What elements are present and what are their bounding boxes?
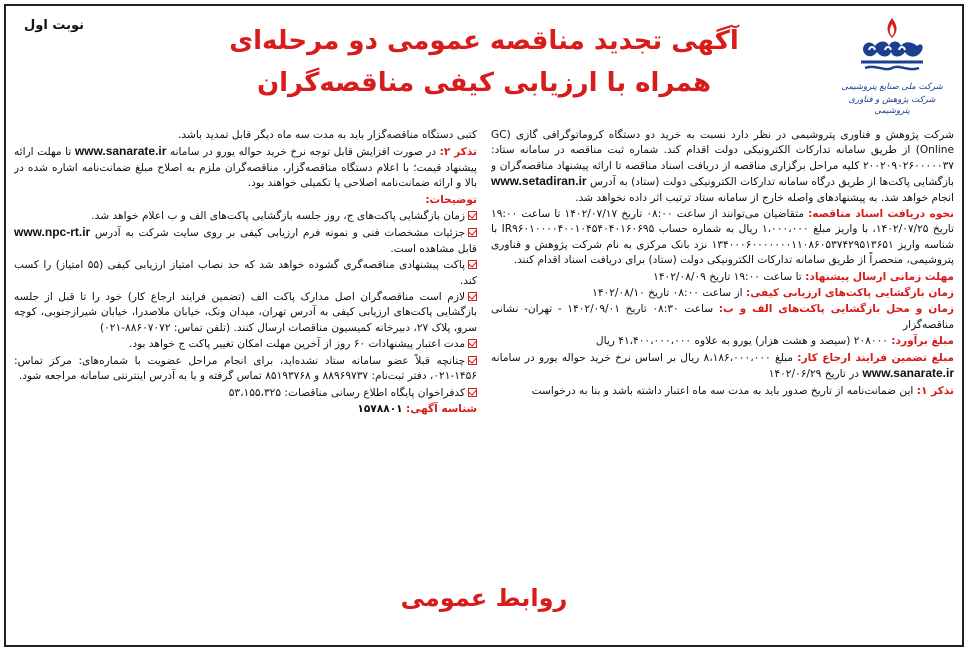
ad-id-paragraph [14, 402, 477, 417]
opening-label: زمان و محل بازگشایی پاکت‌های الف و ب: [718, 303, 954, 316]
docs-text: متقاضیان می‌توانند از ساعت ۰۸:۰۰ تاریخ ۱۴۰۲/۰۷/۱۷ تا ساعت ۱۹:۰۰ تاریخ ۱۴۰۲/۰۷/۲۵، با واریز مبلغ ۱،۰۰۰،۰۰۰ ریال به شماره حساب IR۹۶۰۱۰۰۰۰۴۰۰۱۰۴۵۴۰۴۰۱۶۰۶۹۵ با شناسه واریز ۱۳۴۰۰۰۶۰۰۰۰۰۰۰۱۱۰۸۶۰۵۳۷۴۲۹۵۱۳۶۵۱ نزد بانک مرکزی به نام شرکت پژوهش و فناوری پتروشیمی، منحصراً از طریق سامانه تدارکات الکترونیکی دولت (ستاد) برای دریافت اسناد اقدام کنند. [491, 208, 954, 267]
left-column [14, 128, 477, 566]
checkbox-bullet-icon [468, 356, 477, 365]
title-line-1: آگهی تجدید مناقصه عمومی دو مرحله‌ای [229, 26, 739, 56]
list-item [14, 209, 477, 224]
opening-text: ساعت ۰۸:۳۰ تاریخ ۱۴۰۲/۰۹/۰۱ - تهران- نشانی مناقصه‌گزار [491, 303, 954, 331]
sanarate-site-link[interactable]: www.sanarate.ir [862, 366, 954, 381]
docs-label: نحوه دریافت اسناد مناقصه: [808, 208, 954, 221]
budget-text: ۲۰۸۰۰۰ (سیصد و هشت هزار) یورو به علاوه ۴۱،۴۰۰،۰۰۰،۰۰۰ ریال [595, 335, 888, 348]
quality-opening-paragraph [491, 286, 954, 301]
ad-id-value: ۱۵۷۸۸۰۱ [357, 402, 403, 415]
note2-paragraph [14, 144, 477, 191]
checkbox-bullet-icon [468, 228, 477, 237]
setad-site-link[interactable]: www.setadiran.ir [491, 174, 587, 189]
deadline-label: مهلت زمانی ارسال پیشنهاد: [805, 270, 954, 283]
note2-end-text: تا مهلت ارائه پیشنهاد قیمت؛ با اعلام دستگاه مناقصه‌گزار، مناقصه‌گران ملزم به اصلاح مبلغ ضمانت‌نامه اشاره شده در بالا و ارائه ضمانت‌نامه اصلاحی یا تکمیلی خواهند بود. [14, 146, 477, 190]
note2-label: تذکر ۲: [439, 146, 477, 159]
list-item [14, 354, 477, 385]
note1-continuation: کتبی دستگاه مناقصه‌گزار باید به مدت سه ماه دیگر قابل تمدید باشد. [178, 129, 477, 141]
item-5-text: مدت اعتبار پیشنهادات ۶۰ روز از آخرین مهلت امکان تغییر پاکت ج خواهد بود. [129, 338, 465, 351]
note1-label: تذکر ۱: [916, 384, 954, 397]
logo [836, 16, 948, 122]
list-item [14, 386, 477, 401]
logo-caption-company: شرکت ملی صنایع پتروشیمی [841, 82, 943, 92]
budget-label: مبلغ برآورد: [891, 335, 954, 348]
docs-paragraph [491, 207, 954, 269]
intro-text: شرکت پژوهش و فناوری پتروشیمی در نظر دارد نسبت به خرید دو دستگاه کروماتوگرافی گازی (GC Online) از طریق سامانه تدارکات الکترونیکی دولت اقدام کند. شماره ثبت مناقصه در سامانه ستاد: ۲۰۰۲۰۹۰۲۶۰۰۰۰۰۳۷ کلیه مراحل برگزاری مناقصه از دریافت اسناد مناقصه تا ارائه پیشنهاد مناقصه‌گران و بازگشایی پاکت‌ها از طریق درگاه سامانه تدارکات الکترونیکی دولت (ستاد) به آدرس [491, 129, 954, 189]
item-3-text: پاکت پیشنهادی مناقصه‌گری گشوده خواهد شد که حد نصاب امتیاز ارزیابی کیفی (۵۵ امتیاز) را کسب کند. [14, 259, 477, 287]
checkbox-bullet-icon [468, 260, 477, 269]
checkbox-bullet-icon [468, 292, 477, 301]
checkbox-bullet-icon [468, 388, 477, 397]
list-item [14, 290, 477, 336]
intro-end-text: انجام خواهد شد. به پیشنهادهای واصله خارج از سامانه ستاد ترتیب اثر داده نخواهد شد. [575, 191, 954, 204]
list-item [14, 337, 477, 352]
guarantee-label: مبلغ تضمین فرایند ارجاع کار: [797, 351, 954, 364]
budget-paragraph [491, 334, 954, 349]
guarantee-text: مبلغ ۸،۱۸۶،۰۰۰،۰۰۰ ریال بر اساس نرخ خرید حواله یورو در سامانه [491, 351, 793, 364]
note1-text: این ضمانت‌نامه از تاریخ صدور باید به مدت سه ماه اعتبار داشته باشد و بنا به درخواست [531, 384, 914, 397]
header [6, 6, 962, 128]
item-6-text: چنانچه قبلاً عضو سامانه ستاد نشده‌اید، برای انجام مراحل عضویت با شماره‌های: مرکز تماس: ۱۴۵۶-۰۲۱، دفتر ثبت‌نام: ۸۸۹۶۹۷۳۷ و ۸۵۱۹۳۷۶۸ تماس گرفته و یا به آدرس اینترنتی سامانه مراجعه شود. [14, 354, 477, 383]
item-4-text: لازم است مناقصه‌گران اصل مدارک پاکت الف (تضمین فرایند ارجاع کار) خود را تا قبل از جلسه بازگشایی پاکت‌های ارزیابی کیفی به آدرس تهران، میدان ونک، خیابان ملاصدرا، خیابان شیرازجنوبی، کوچه سرو، پلاک ۲۷، دبیرخانه کمیسیون مناقصات ارسال کنند. (تلفن تماس: ۸۸۶۰۷۰۷۲-۰۲۱) [14, 291, 477, 334]
note1-paragraph [491, 384, 954, 399]
deadline-text: تا ساعت ۱۹:۰۰ تاریخ ۱۴۰۲/۰۸/۰۹ [653, 270, 802, 283]
intro-paragraph [491, 128, 954, 206]
public-relations-signature: روابط عمومی [400, 584, 568, 612]
note2-site-link[interactable]: www.sanarate.ir [74, 144, 167, 159]
note2-text: در صورت افزایش قابل توجه نرخ خرید حواله یورو در سامانه [169, 146, 437, 159]
ad-id-label: شناسه آگهی: [406, 402, 477, 415]
notes-heading: توضیحات: [425, 193, 477, 206]
item-2-text: جزئیات مشخصات فنی و نمونه فرم ارزیابی کیفی بر روی سایت شرکت به آدرس [94, 227, 465, 240]
npc-site-link[interactable]: www.npc-rt.ir [14, 225, 91, 240]
list-item [14, 258, 477, 289]
checkbox-bullet-icon [468, 339, 477, 348]
right-column [491, 128, 954, 566]
body-columns [14, 128, 954, 566]
quality-opening-label: زمان بازگشایی پاکت‌های ارزیابی کیفی: [745, 287, 954, 300]
guarantee-paragraph [491, 351, 954, 383]
page-title [156, 20, 812, 104]
list-item [14, 225, 477, 257]
logo-caption-subsidiary: شرکت پژوهش و فناوری پتروشیمی [848, 95, 936, 116]
quality-opening-text: از ساعت ۰۸:۰۰ تاریخ ۱۴۰۲/۰۸/۱۰ [592, 287, 743, 300]
npc-flame-logo-icon [855, 16, 929, 80]
item-1-text: زمان بازگشایی پاکت‌های ج، روز جلسه بازگشایی پاکت‌های الف و ب اعلام خواهد شد. [91, 210, 465, 223]
round-label: نوبت اول [24, 18, 85, 33]
item-7-text: کدفراخوان پایگاه اطلاع رسانی مناقصات: ۵۳،۱۵۵،۳۲۵ [228, 386, 465, 399]
guarantee-end-text: در تاریخ ۱۴۰۲/۰۶/۲۹ [768, 368, 860, 381]
checkbox-bullet-icon [468, 211, 477, 220]
opening-paragraph [491, 302, 954, 333]
item-2-end-text: قابل مشاهده است. [390, 242, 477, 255]
advertisement-frame [4, 4, 964, 647]
title-line-2: همراه با ارزیابی کیفی مناقصه‌گران [256, 68, 712, 98]
deadline-paragraph [491, 270, 954, 285]
